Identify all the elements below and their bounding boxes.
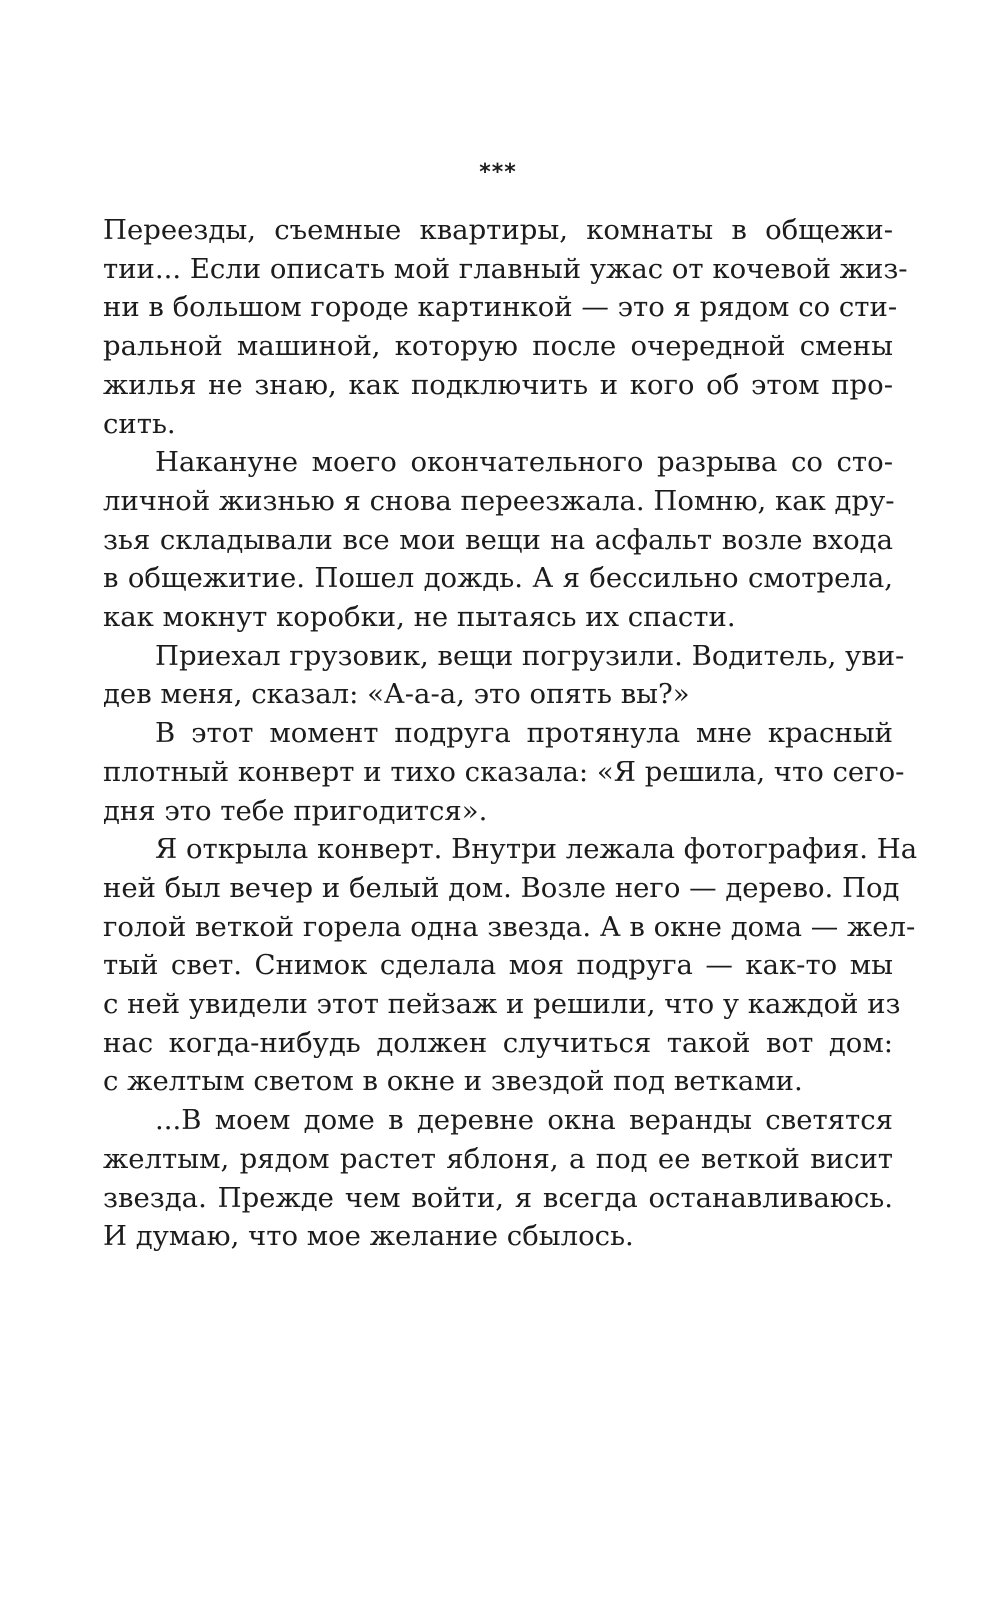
paragraph: [103, 1101, 893, 1256]
text-line: как мокнут коробки, не пытаясь их спасти.: [103, 601, 736, 634]
text-line: личной жизнью я снова переезжала. Помню, как дру-: [103, 484, 895, 517]
text-line: плотный конверт и тихо сказала: «Я решила, что сего-: [103, 755, 905, 788]
section-separator: ***: [479, 160, 517, 185]
text-line: ней был вечер и белый дом. Возле него — дерево. Под: [103, 871, 900, 904]
text-line: дня это тебе пригодится».: [103, 794, 488, 827]
paragraph: [103, 637, 905, 714]
text-line: Я открыла конверт. Внутри лежала фотография. На: [155, 833, 918, 866]
paragraph: [103, 714, 905, 830]
text-line: Накануне моего окончательного разрыва со сто-: [155, 446, 893, 479]
text-line: В этот момент подруга протянула мне красный: [155, 717, 893, 750]
text-line: Приехал грузовик, вещи погрузили. Водитель, уви-: [155, 639, 905, 672]
text-line: Переезды, съемные квартиры, комнаты в общежи-: [103, 214, 893, 246]
text-line: с ней увидели этот пейзаж и решили, что у каждой из: [103, 988, 901, 1021]
text-line: жилья не знаю, как подключить и кого об этом про-: [103, 368, 893, 401]
text-line: желтым, рядом растет яблоня, а под ее веткой висит: [103, 1142, 893, 1175]
book-page: [103, 0, 918, 1597]
paragraph: [103, 211, 908, 443]
text-line: сить.: [103, 407, 176, 440]
paragraph: [103, 830, 918, 1101]
text-line: ни в большом городе картинкой — это я рядом со сти-: [103, 291, 898, 324]
text-line: дев меня, сказал: «А-а-а, это опять вы?»: [103, 678, 690, 711]
text-line: ральной машиной, которую после очередной смены: [103, 330, 893, 363]
text-line: нас когда-нибудь должен случиться такой вот дом:: [103, 1026, 893, 1059]
text-line: И думаю, что мое желание сбылось.: [103, 1220, 634, 1253]
text-line: с желтым светом в окне и звездой под ветками.: [103, 1065, 803, 1098]
text-line: голой веткой горела одна звезда. А в окне дома — жел-: [103, 910, 916, 943]
text-line: ...В моем доме в деревне окна веранды светятся: [155, 1104, 893, 1137]
text-line: тии... Если описать мой главный ужас от кочевой жиз-: [103, 252, 908, 285]
text-line: тый свет. Снимок сделала моя подруга — как-то мы: [103, 949, 893, 982]
text-line: зья складывали все мои вещи на асфальт возле входа: [103, 523, 893, 556]
paragraph: [103, 443, 893, 637]
text-line: в общежитие. Пошел дождь. А я бессильно смотрела,: [103, 562, 893, 595]
text-line: звезда. Прежде чем войти, я всегда останавливаюсь.: [103, 1181, 893, 1214]
body-text: [103, 211, 918, 1256]
